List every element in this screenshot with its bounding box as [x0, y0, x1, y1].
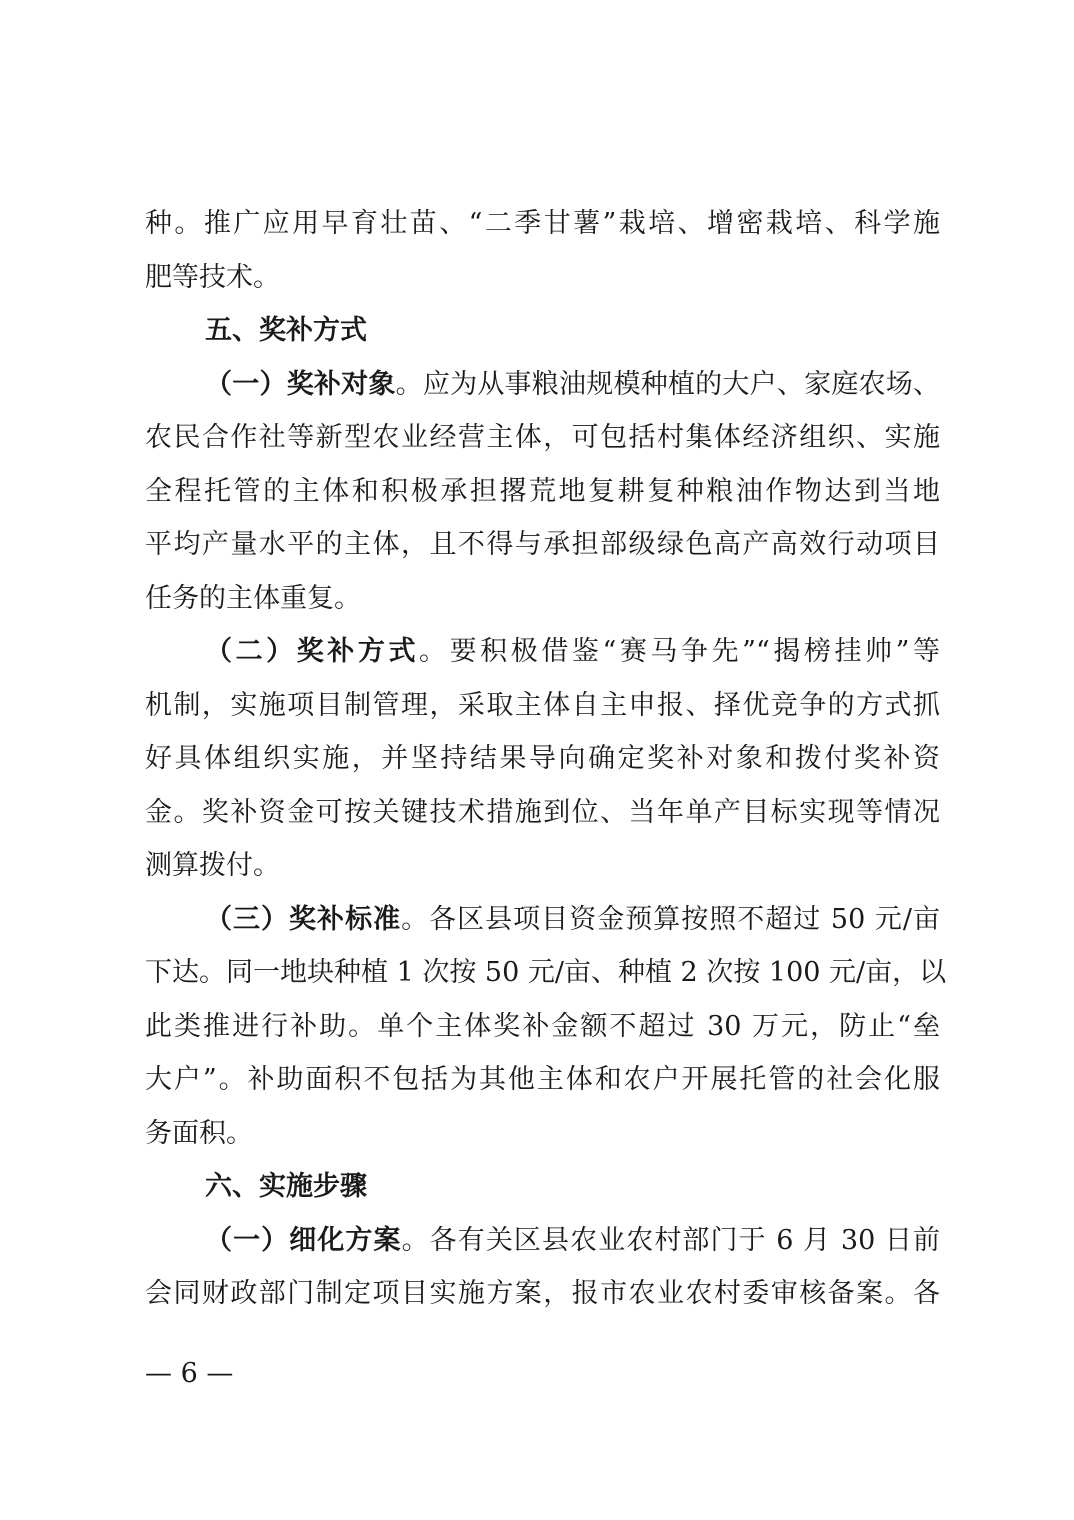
text-line: 农民合作社等新型农业经营主体，可包括村集体经济组织、实施	[145, 422, 940, 453]
text-line: 平均产量水平的主体，且不得与承担部级绿色高产高效行动项目	[145, 529, 940, 560]
body-text	[145, 197, 947, 1321]
text-span: 。各区县项目资金预算按照不超过 50 元/亩	[401, 903, 941, 935]
text-span: 。各有关区县农业农村部门于 6 月 30 日前	[401, 1224, 940, 1256]
text-line: 大户”。补助面积不包括为其他主体和农户开展托管的社会化服	[145, 1064, 940, 1095]
text-line: 金。奖补资金可按关键技术措施到位、当年单产目标实现等情况	[145, 796, 940, 828]
paragraph-lead: （一）细化方案	[205, 1224, 402, 1256]
section-heading: 五、奖补方式	[205, 315, 367, 346]
text-line	[145, 1214, 940, 1268]
text-line: 务面积。	[145, 1117, 253, 1149]
text-line: 好具体组织实施，并坚持结果导向确定奖补对象和拨付奖补资	[145, 743, 940, 774]
text-line	[145, 625, 940, 679]
text-line	[145, 358, 940, 412]
paragraph-lead: （三）奖补标准	[205, 903, 402, 935]
text-line: 此类推进行补助。单个主体奖补金额不超过 30 万元，防止“垒	[145, 1010, 940, 1042]
text-line: 肥等技术。	[145, 261, 280, 293]
text-line: 种。推广应用早育壮苗、“二季甘薯”栽培、增密栽培、科学施	[145, 208, 940, 239]
section-heading: 六、实施步骤	[205, 1171, 367, 1202]
text-line: 测算拨付。	[145, 850, 280, 881]
paragraph-lead: （一）奖补对象	[205, 368, 396, 400]
text-line: 下达。同一地块种植 1 次按 50 元/亩、种植 2 次按 100 元/亩，以	[145, 957, 947, 988]
text-line: 会同财政部门制定项目实施方案，报市农业农村委审核备案。各	[145, 1278, 940, 1309]
text-span: 。要积极借鉴“赛马争先”“揭榜挂帅”等	[419, 636, 941, 667]
text-line: 任务的主体重复。	[145, 582, 361, 614]
text-line: 全程托管的主体和积极承担撂荒地复耕复种粮油作物达到当地	[145, 475, 940, 507]
paragraph-lead: （二）奖补方式	[205, 636, 420, 667]
text-span: 。应为从事粮油规模种植的大户、家庭农场、	[395, 368, 941, 400]
text-line: 机制，实施项目制管理，采取主体自主申报、择优竞争的方式抓	[145, 689, 940, 721]
page-number: — 6 —	[145, 1358, 234, 1389]
text-line	[145, 893, 940, 947]
